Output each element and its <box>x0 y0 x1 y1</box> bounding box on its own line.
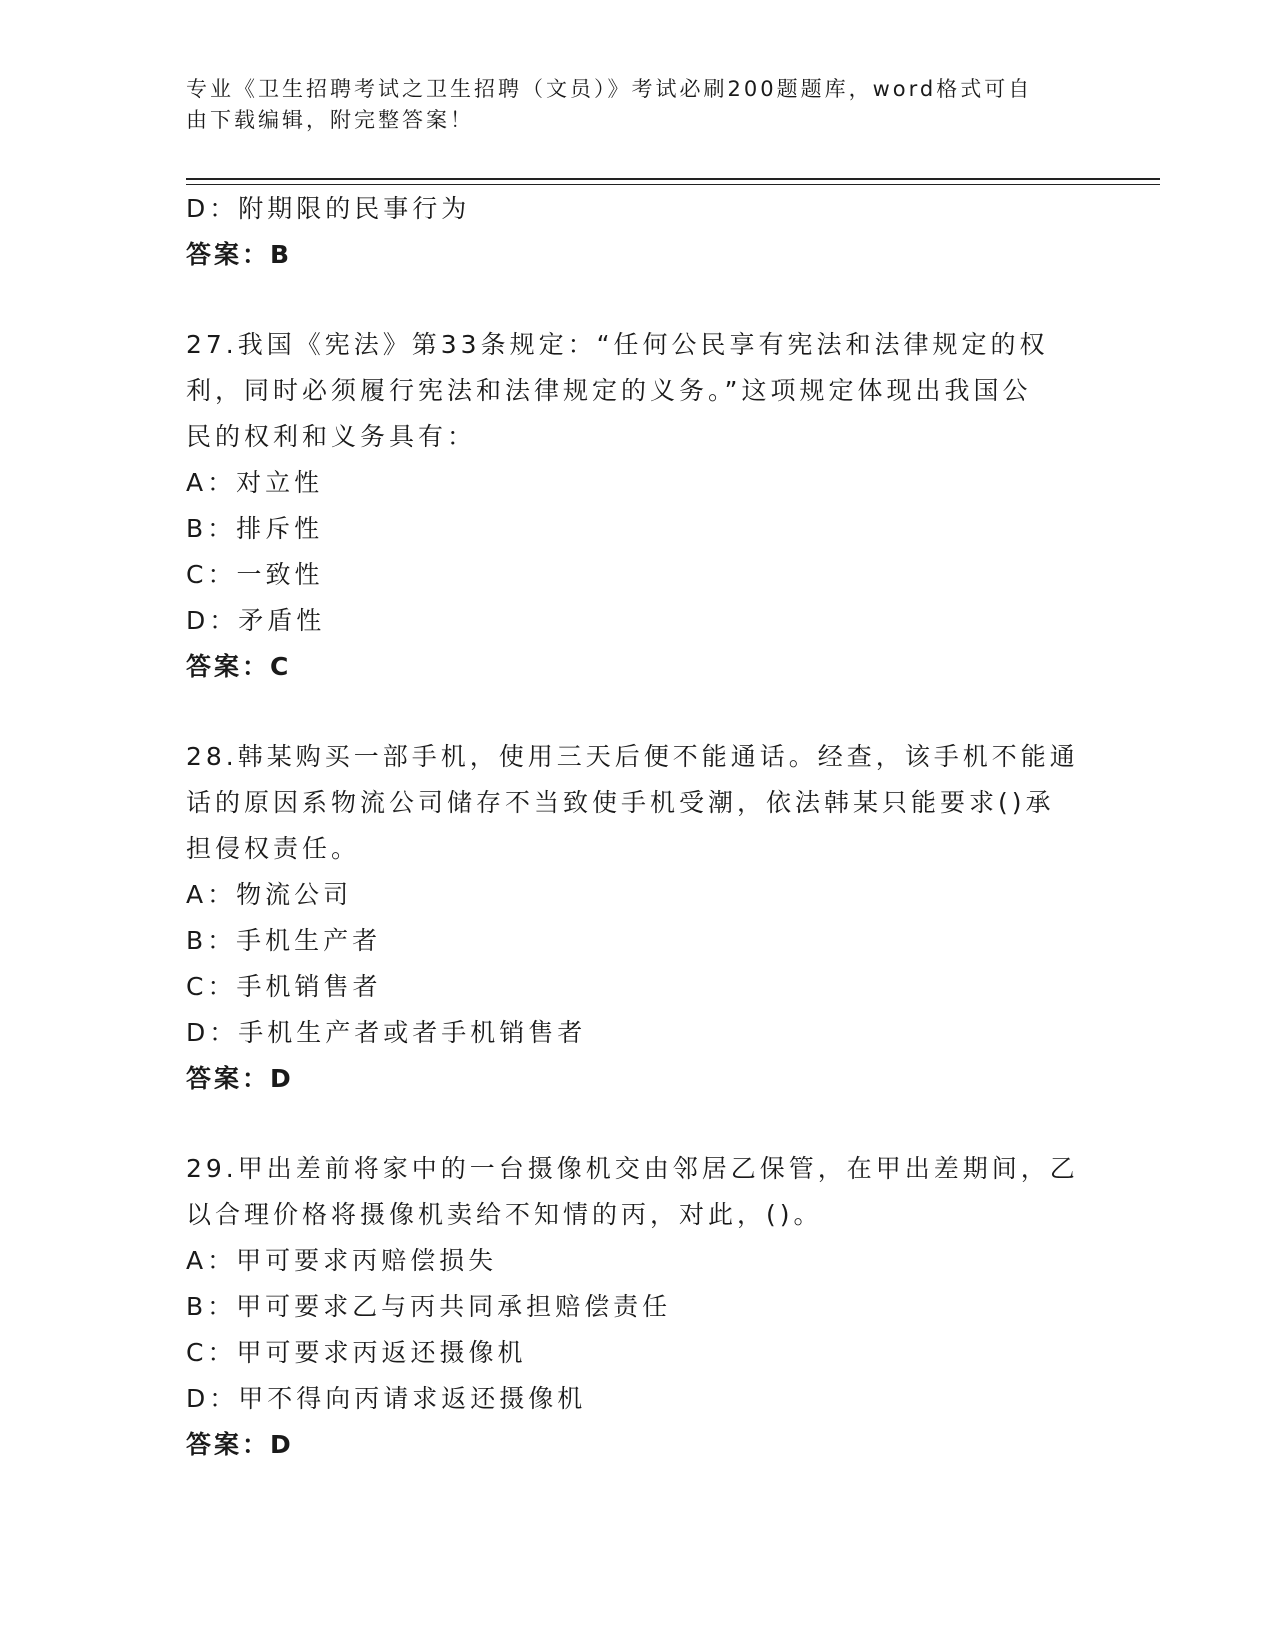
option-d: D：手机生产者或者手机销售者 <box>186 1018 587 1047</box>
prev-question-option-d: D：附期限的民事行为 <box>186 194 471 223</box>
option-c: C：手机销售者 <box>186 972 382 1001</box>
question-stem-line: 担侵权责任。 <box>186 834 361 863</box>
answer-label: 答案：C <box>186 652 292 681</box>
question-stem-line: 29.甲出差前将家中的一台摄像机交由邻居乙保管，在甲出差期间，乙 <box>186 1154 1079 1183</box>
question-stem-line: 民的权利和义务具有： <box>186 422 477 451</box>
option-a: A：甲可要求丙赔偿损失 <box>186 1246 498 1275</box>
page-header <box>186 74 1066 136</box>
question-28 <box>186 734 1086 1102</box>
option-a: A：对立性 <box>186 468 324 497</box>
option-b: B：排斥性 <box>186 514 324 543</box>
question-stem-line: 话的原因系物流公司储存不当致使手机受潮，依法韩某只能要求()承 <box>186 788 1055 817</box>
option-b: B：甲可要求乙与丙共同承担赔偿责任 <box>186 1292 672 1321</box>
spacer <box>186 278 1086 322</box>
question-stem-line: 利，同时必须履行宪法和法律规定的义务。”这项规定体现出我国公 <box>186 376 1032 405</box>
prev-question-answer: 答案：B <box>186 240 293 269</box>
header-rule-thick <box>186 178 1160 180</box>
spacer <box>186 690 1086 734</box>
answer-label: 答案：D <box>186 1430 294 1459</box>
option-d: D：矛盾性 <box>186 606 326 635</box>
document-body <box>186 186 1086 1468</box>
question-29 <box>186 1146 1086 1468</box>
header-line-2: 由下载编辑，附完整答案！ <box>186 108 474 132</box>
spacer <box>186 1102 1086 1146</box>
answer-label: 答案：D <box>186 1064 294 1093</box>
question-stem-line: 27.我国《宪法》第33条规定：“任何公民享有宪法和法律规定的权 <box>186 330 1049 359</box>
question-stem-line: 28.韩某购买一部手机，使用三天后便不能通话。经查，该手机不能通 <box>186 742 1079 771</box>
header-line-1: 专业《卫生招聘考试之卫生招聘（文员）》考试必刷200题题库，word格式可自 <box>186 77 1033 101</box>
option-a: A：物流公司 <box>186 880 353 909</box>
question-stem-line: 以合理价格将摄像机卖给不知情的丙，对此，()。 <box>186 1200 823 1229</box>
question-27 <box>186 322 1086 690</box>
option-b: B：手机生产者 <box>186 926 382 955</box>
option-d: D：甲不得向丙请求返还摄像机 <box>186 1384 587 1413</box>
option-c: C：甲可要求丙返还摄像机 <box>186 1338 527 1367</box>
option-c: C：一致性 <box>186 560 324 589</box>
header-rule-thin <box>186 184 1160 185</box>
